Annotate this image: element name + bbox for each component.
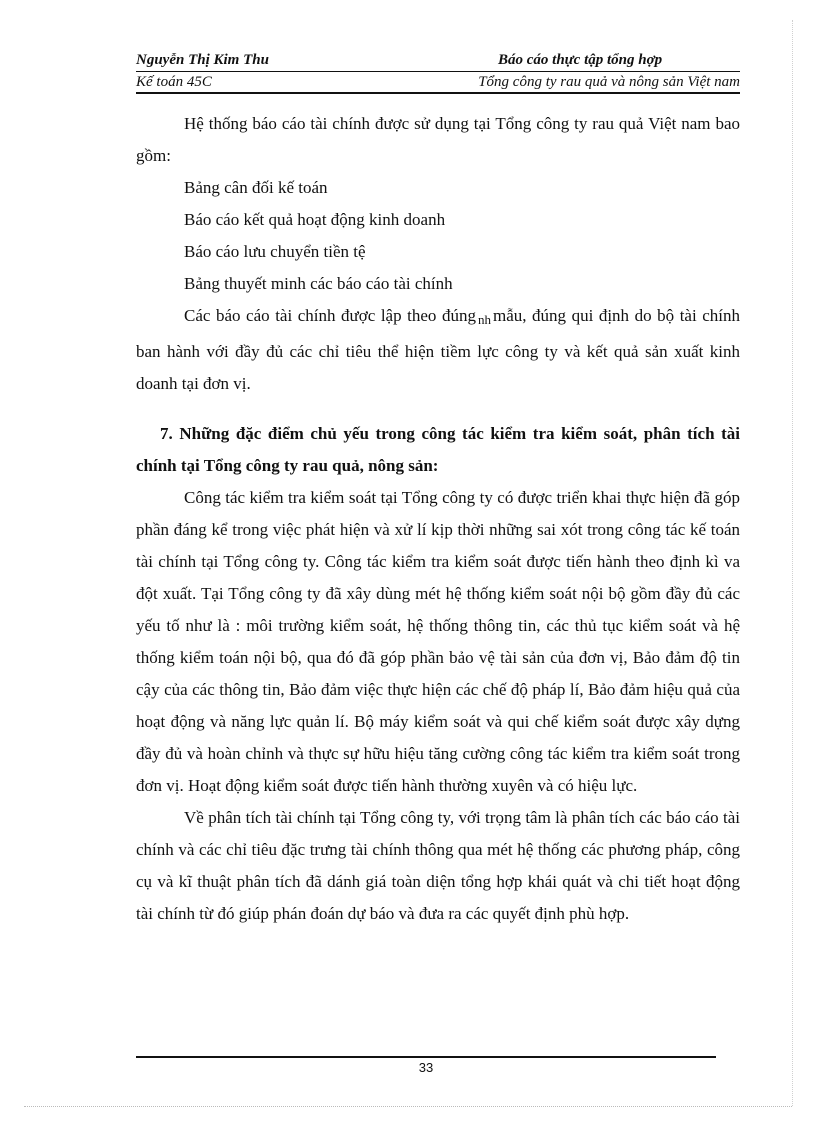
standards-text-start: Các báo cáo tài chính được lập theo đúng (184, 306, 476, 325)
standards-paragraph (136, 300, 740, 400)
list-item: Bảng thuyết minh các báo cáo tài chính (184, 274, 453, 293)
footer-rule (136, 1056, 716, 1058)
header-class: Kế toán 45C (136, 74, 212, 90)
header-company: Tổng công ty rau quả và nông sản Việt nam (478, 74, 740, 90)
page-edge-right (792, 20, 793, 1106)
control-paragraph: Công tác kiểm tra kiểm soát tại Tổng công ty có được triển khai thực hiện đã góp phần đáng kể trong việc phát hiện và xử lí kịp thời những sai xót trong công tác kế toán tài chính tại Tổng công ty. Công tác kiểm tra kiểm soát được tiến hành theo định kì va đột xuất. Tại Tổng công ty đã xây dùng mét hệ thống kiểm soát nội bộ gồm đầy đủ các yếu tố như là : môi trường kiểm soát, hệ thống thông tin, các thủ tục kiểm soát và hệ thống kiểm toán nội bộ, qua đó đã góp phần bảo vệ tài sản của đơn vị, Bảo đảm độ tin cậy của các thông tin, Bảo đảm việc thực hiện các chế độ pháp lí, Bảo đảm hiệu quả của hoạt động và năng lực quản lí. Bộ máy kiểm soát và qui chế kiểm soát được xây dựng đầy đủ và hoàn chỉnh và thực sự hữu hiệu tăng cường công tác kiểm tra kiểm soát trong đơn vị. Hoạt động kiểm soát được tiến hành thường xuyên và có hiệu lực. (136, 488, 740, 795)
standards-text-end: mẫu, đúng qui định do bộ tài chính ban hành với đầy đủ các chỉ tiêu thể hiện tiềm lực công ty và kết quả sản xuất kinh doanh tại đơn vị. (136, 306, 740, 393)
header-author: Nguyễn Thị Kim Thu (136, 52, 269, 68)
list-item: Báo cáo lưu chuyển tiền tệ (184, 242, 366, 261)
intro-paragraph: Hệ thống báo cáo tài chính được sử dụng tại Tổng công ty rau quả Việt nam bao gồm: (136, 114, 740, 165)
section-gap (136, 400, 740, 418)
list-item: Bảng cân đối kế toán (184, 178, 328, 197)
analysis-paragraph: Về phân tích tài chính tại Tổng công ty, với trọng tâm là phân tích các báo cáo tài chính và các chỉ tiêu đặc trưng tài chính thông qua mét hệ thống các phương pháp, công cụ và kĩ thuật phân tích đã dánh giá toàn diện tổng hợp khái quát và chi tiết hoạt động tài chính từ đó giúp phán đoán dự báo và đưa ra các quyết định phù hợp. (136, 808, 740, 923)
page-number: 33 (418, 1060, 434, 1075)
header-rule-bottom (136, 92, 740, 94)
page-edge-bottom (24, 1106, 792, 1107)
document-body (136, 108, 740, 930)
list-item: Báo cáo kết quả hoạt động kinh doanh (184, 210, 446, 229)
section-heading: 7. Những đặc điểm chủ yếu trong công tác kiểm tra kiểm soát, phân tích tài chính tại Tổng công ty rau quả, nông sản: (136, 424, 740, 475)
header-report-title: Báo cáo thực tập tổng hợp (498, 52, 663, 68)
standards-inline-fragment: nh (477, 312, 491, 327)
